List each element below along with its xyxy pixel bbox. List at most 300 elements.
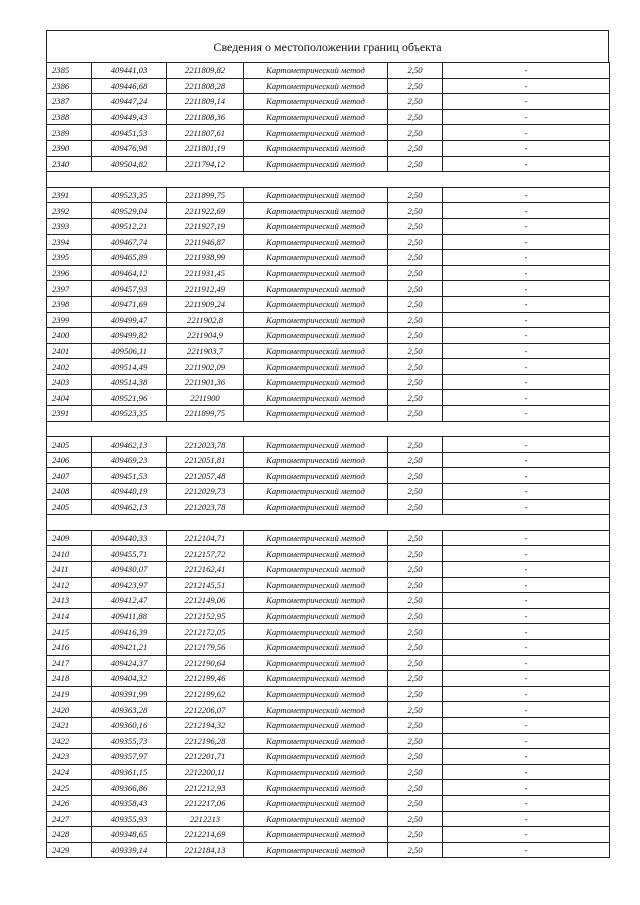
accuracy-cell: 2,50 [388,842,443,858]
x-coordinate-cell: 409476,98 [92,140,167,156]
method-cell: Картометрический метод [244,109,388,125]
table-row [47,639,610,655]
point-number-cell: 2420 [47,702,92,718]
document-sheet [46,30,609,858]
x-coordinate-cell: 409529,04 [92,203,167,219]
table-row [47,546,610,562]
x-coordinate-cell: 409411,88 [92,608,167,624]
method-cell: Картометрический метод [244,63,388,79]
y-coordinate-cell: 2212200,11 [167,764,244,780]
y-coordinate-cell: 2212214,69 [167,827,244,843]
accuracy-cell: 2,50 [388,686,443,702]
method-cell: Картометрический метод [244,343,388,359]
description-cell: - [443,733,610,749]
y-coordinate-cell: 2212172,05 [167,624,244,640]
y-coordinate-cell: 2211922,69 [167,203,244,219]
y-coordinate-cell: 2212104,71 [167,530,244,546]
accuracy-cell: 2,50 [388,655,443,671]
accuracy-cell: 2,50 [388,187,443,203]
method-cell: Картометрический метод [244,624,388,640]
point-number-cell: 2394 [47,234,92,250]
y-coordinate-cell: 2212051,81 [167,452,244,468]
empty-cell [92,172,167,188]
method-cell: Картометрический метод [244,795,388,811]
table-row [47,203,610,219]
y-coordinate-cell: 2212201,71 [167,749,244,765]
table-row [47,827,610,843]
accuracy-cell: 2,50 [388,702,443,718]
x-coordinate-cell: 409451,53 [92,125,167,141]
accuracy-cell: 2,50 [388,811,443,827]
description-cell: - [443,406,610,422]
x-coordinate-cell: 409465,89 [92,250,167,266]
description-cell: - [443,795,610,811]
table-row [47,468,610,484]
table-row [47,717,610,733]
empty-cell [388,515,443,531]
point-number-cell: 2405 [47,437,92,453]
x-coordinate-cell: 409514,38 [92,374,167,390]
description-cell: - [443,125,610,141]
x-coordinate-cell: 409358,43 [92,795,167,811]
table-row [47,655,610,671]
table-row [47,265,610,281]
table-row [47,562,610,578]
x-coordinate-cell: 409357,97 [92,749,167,765]
empty-cell [92,421,167,437]
description-cell: - [443,156,610,172]
point-number-cell: 2422 [47,733,92,749]
table-row [47,530,610,546]
y-coordinate-cell: 2212184,13 [167,842,244,858]
description-cell: - [443,78,610,94]
description-cell: - [443,530,610,546]
accuracy-cell: 2,50 [388,593,443,609]
point-number-cell: 2389 [47,125,92,141]
table-row [47,281,610,297]
table-row [47,63,610,79]
point-number-cell: 2397 [47,281,92,297]
point-number-cell: 2421 [47,717,92,733]
x-coordinate-cell: 409523,35 [92,406,167,422]
description-cell: - [443,671,610,687]
x-coordinate-cell: 409446,68 [92,78,167,94]
y-coordinate-cell: 2212199,46 [167,671,244,687]
point-number-cell: 2408 [47,484,92,500]
accuracy-cell: 2,50 [388,406,443,422]
table-row [47,842,610,858]
table-row [47,780,610,796]
table-row [47,437,610,453]
y-coordinate-cell: 2211902,8 [167,312,244,328]
point-number-cell: 2426 [47,795,92,811]
description-cell: - [443,827,610,843]
y-coordinate-cell: 2211903,7 [167,343,244,359]
method-cell: Картометрический метод [244,764,388,780]
table-row [47,702,610,718]
description-cell: - [443,63,610,79]
point-number-cell: 2407 [47,468,92,484]
point-number-cell: 2405 [47,499,92,515]
y-coordinate-cell: 2211808,28 [167,78,244,94]
accuracy-cell: 2,50 [388,795,443,811]
description-cell: - [443,452,610,468]
method-cell: Картометрический метод [244,437,388,453]
point-number-cell: 2403 [47,374,92,390]
method-cell: Картометрический метод [244,639,388,655]
x-coordinate-cell: 409355,93 [92,811,167,827]
y-coordinate-cell: 2212213 [167,811,244,827]
accuracy-cell: 2,50 [388,577,443,593]
y-coordinate-cell: 2211902,09 [167,359,244,375]
empty-cell [443,421,610,437]
table-row [47,328,610,344]
point-number-cell: 2424 [47,764,92,780]
y-coordinate-cell: 2212179,56 [167,639,244,655]
accuracy-cell: 2,50 [388,733,443,749]
accuracy-cell: 2,50 [388,390,443,406]
x-coordinate-cell: 409467,74 [92,234,167,250]
x-coordinate-cell: 409457,93 [92,281,167,297]
point-number-cell: 2395 [47,250,92,266]
y-coordinate-cell: 2212145,51 [167,577,244,593]
accuracy-cell: 2,50 [388,203,443,219]
point-number-cell: 2427 [47,811,92,827]
x-coordinate-cell: 409339,14 [92,842,167,858]
accuracy-cell: 2,50 [388,281,443,297]
x-coordinate-cell: 409504,82 [92,156,167,172]
accuracy-cell: 2,50 [388,78,443,94]
accuracy-cell: 2,50 [388,63,443,79]
x-coordinate-cell: 409441,03 [92,63,167,79]
method-cell: Картометрический метод [244,608,388,624]
description-cell: - [443,343,610,359]
y-coordinate-cell: 2212023,78 [167,499,244,515]
table-row [47,686,610,702]
table-row [47,733,610,749]
point-number-cell: 2391 [47,406,92,422]
accuracy-cell: 2,50 [388,109,443,125]
accuracy-cell: 2,50 [388,312,443,328]
y-coordinate-cell: 2211900 [167,390,244,406]
x-coordinate-cell: 409499,47 [92,312,167,328]
empty-cell [167,421,244,437]
x-coordinate-cell: 409440,33 [92,530,167,546]
point-number-cell: 2398 [47,296,92,312]
y-coordinate-cell: 2211904,9 [167,328,244,344]
method-cell: Картометрический метод [244,499,388,515]
accuracy-cell: 2,50 [388,562,443,578]
y-coordinate-cell: 2211801,19 [167,140,244,156]
y-coordinate-cell: 2212199,62 [167,686,244,702]
y-coordinate-cell: 2211808,36 [167,109,244,125]
x-coordinate-cell: 409512,21 [92,218,167,234]
point-number-cell: 2423 [47,749,92,765]
table-row [47,499,610,515]
method-cell: Картометрический метод [244,749,388,765]
x-coordinate-cell: 409464,12 [92,265,167,281]
x-coordinate-cell: 409469,23 [92,452,167,468]
x-coordinate-cell: 409412,47 [92,593,167,609]
y-coordinate-cell: 2212162,41 [167,562,244,578]
description-cell: - [443,109,610,125]
accuracy-cell: 2,50 [388,639,443,655]
group-separator-row [47,172,610,188]
point-number-cell: 2400 [47,328,92,344]
accuracy-cell: 2,50 [388,359,443,375]
table-row [47,250,610,266]
x-coordinate-cell: 409430,07 [92,562,167,578]
description-cell: - [443,468,610,484]
y-coordinate-cell: 2212057,48 [167,468,244,484]
method-cell: Картометрический метод [244,203,388,219]
description-cell: - [443,577,610,593]
description-cell: - [443,624,610,640]
table-row [47,811,610,827]
group-separator-row [47,515,610,531]
method-cell: Картометрический метод [244,468,388,484]
method-cell: Картометрический метод [244,265,388,281]
point-number-cell: 2385 [47,63,92,79]
description-cell: - [443,749,610,765]
x-coordinate-cell: 409366,86 [92,780,167,796]
method-cell: Картометрический метод [244,218,388,234]
point-number-cell: 2391 [47,187,92,203]
point-number-cell: 2415 [47,624,92,640]
x-coordinate-cell: 409391,99 [92,686,167,702]
point-number-cell: 2404 [47,390,92,406]
point-number-cell: 2388 [47,109,92,125]
table-row [47,593,610,609]
y-coordinate-cell: 2211909,24 [167,296,244,312]
y-coordinate-cell: 2211901,36 [167,374,244,390]
method-cell: Картометрический метод [244,452,388,468]
y-coordinate-cell: 2212152,95 [167,608,244,624]
y-coordinate-cell: 2211938,99 [167,250,244,266]
x-coordinate-cell: 409348,65 [92,827,167,843]
point-number-cell: 2396 [47,265,92,281]
y-coordinate-cell: 2212217,06 [167,795,244,811]
x-coordinate-cell: 409361,15 [92,764,167,780]
empty-cell [388,172,443,188]
description-cell: - [443,842,610,858]
description-cell: - [443,562,610,578]
point-number-cell: 2428 [47,827,92,843]
x-coordinate-cell: 409462,13 [92,499,167,515]
method-cell: Картометрический метод [244,140,388,156]
x-coordinate-cell: 409462,13 [92,437,167,453]
accuracy-cell: 2,50 [388,156,443,172]
method-cell: Картометрический метод [244,374,388,390]
y-coordinate-cell: 2211912,49 [167,281,244,297]
method-cell: Картометрический метод [244,593,388,609]
accuracy-cell: 2,50 [388,484,443,500]
accuracy-cell: 2,50 [388,530,443,546]
method-cell: Картометрический метод [244,359,388,375]
x-coordinate-cell: 409363,28 [92,702,167,718]
x-coordinate-cell: 409360,16 [92,717,167,733]
accuracy-cell: 2,50 [388,140,443,156]
description-cell: - [443,484,610,500]
empty-cell [244,421,388,437]
method-cell: Картометрический метод [244,655,388,671]
empty-cell [244,172,388,188]
method-cell: Картометрический метод [244,406,388,422]
point-number-cell: 2393 [47,218,92,234]
y-coordinate-cell: 2211807,61 [167,125,244,141]
method-cell: Картометрический метод [244,94,388,110]
y-coordinate-cell: 2211794,12 [167,156,244,172]
table-row [47,343,610,359]
method-cell: Картометрический метод [244,562,388,578]
table-row [47,109,610,125]
method-cell: Картометрический метод [244,827,388,843]
table-row [47,406,610,422]
y-coordinate-cell: 2211899,75 [167,406,244,422]
x-coordinate-cell: 409421,21 [92,639,167,655]
accuracy-cell: 2,50 [388,296,443,312]
point-number-cell: 2418 [47,671,92,687]
description-cell: - [443,593,610,609]
point-number-cell: 2425 [47,780,92,796]
description-cell: - [443,655,610,671]
description-cell: - [443,296,610,312]
point-number-cell: 2340 [47,156,92,172]
accuracy-cell: 2,50 [388,374,443,390]
x-coordinate-cell: 409416,39 [92,624,167,640]
accuracy-cell: 2,50 [388,671,443,687]
y-coordinate-cell: 2212206,07 [167,702,244,718]
method-cell: Картометрический метод [244,484,388,500]
x-coordinate-cell: 409449,43 [92,109,167,125]
description-cell: - [443,390,610,406]
accuracy-cell: 2,50 [388,764,443,780]
y-coordinate-cell: 2212194,32 [167,717,244,733]
point-number-cell: 2402 [47,359,92,375]
description-cell: - [443,203,610,219]
table-row [47,234,610,250]
description-cell: - [443,764,610,780]
method-cell: Картометрический метод [244,546,388,562]
method-cell: Картометрический метод [244,187,388,203]
table-row [47,359,610,375]
point-number-cell: 2390 [47,140,92,156]
description-cell: - [443,312,610,328]
y-coordinate-cell: 2212157,72 [167,546,244,562]
accuracy-cell: 2,50 [388,452,443,468]
x-coordinate-cell: 409440,19 [92,484,167,500]
point-number-cell: 2410 [47,546,92,562]
y-coordinate-cell: 2212023,78 [167,437,244,453]
description-cell: - [443,328,610,344]
method-cell: Картометрический метод [244,125,388,141]
x-coordinate-cell: 409404,32 [92,671,167,687]
accuracy-cell: 2,50 [388,265,443,281]
boundary-table [46,62,610,858]
point-number-cell: 2392 [47,203,92,219]
method-cell: Картометрический метод [244,328,388,344]
method-cell: Картометрический метод [244,296,388,312]
accuracy-cell: 2,50 [388,624,443,640]
table-row [47,795,610,811]
table-title: Сведения о местоположении границ объекта [46,30,609,62]
accuracy-cell: 2,50 [388,94,443,110]
x-coordinate-cell: 409471,69 [92,296,167,312]
accuracy-cell: 2,50 [388,717,443,733]
description-cell: - [443,717,610,733]
method-cell: Картометрический метод [244,78,388,94]
description-cell: - [443,811,610,827]
x-coordinate-cell: 409506,11 [92,343,167,359]
y-coordinate-cell: 2211927,19 [167,218,244,234]
accuracy-cell: 2,50 [388,499,443,515]
method-cell: Картометрический метод [244,842,388,858]
table-row [47,94,610,110]
y-coordinate-cell: 2212149,06 [167,593,244,609]
point-number-cell: 2411 [47,562,92,578]
empty-cell [167,515,244,531]
accuracy-cell: 2,50 [388,437,443,453]
table-row [47,484,610,500]
description-cell: - [443,140,610,156]
x-coordinate-cell: 409424,37 [92,655,167,671]
table-row [47,608,610,624]
accuracy-cell: 2,50 [388,608,443,624]
table-row [47,764,610,780]
point-number-cell: 2386 [47,78,92,94]
y-coordinate-cell: 2211809,14 [167,94,244,110]
table-row [47,296,610,312]
accuracy-cell: 2,50 [388,468,443,484]
description-cell: - [443,686,610,702]
x-coordinate-cell: 409447,24 [92,94,167,110]
description-cell: - [443,187,610,203]
group-separator-row [47,421,610,437]
description-cell: - [443,250,610,266]
empty-cell [443,515,610,531]
x-coordinate-cell: 409423,97 [92,577,167,593]
point-number-cell: 2417 [47,655,92,671]
y-coordinate-cell: 2212190,64 [167,655,244,671]
y-coordinate-cell: 2211946,87 [167,234,244,250]
method-cell: Картометрический метод [244,780,388,796]
table-row [47,749,610,765]
y-coordinate-cell: 2211931,45 [167,265,244,281]
description-cell: - [443,94,610,110]
method-cell: Картометрический метод [244,577,388,593]
accuracy-cell: 2,50 [388,218,443,234]
point-number-cell: 2413 [47,593,92,609]
point-number-cell: 2401 [47,343,92,359]
description-cell: - [443,608,610,624]
y-coordinate-cell: 2212212,93 [167,780,244,796]
empty-cell [244,515,388,531]
table-row [47,390,610,406]
y-coordinate-cell: 2211809,82 [167,63,244,79]
empty-cell [167,172,244,188]
accuracy-cell: 2,50 [388,749,443,765]
description-cell: - [443,639,610,655]
point-number-cell: 2419 [47,686,92,702]
table-row [47,78,610,94]
description-cell: - [443,437,610,453]
accuracy-cell: 2,50 [388,780,443,796]
table-row [47,624,610,640]
table-row [47,671,610,687]
table-row [47,374,610,390]
x-coordinate-cell: 409523,35 [92,187,167,203]
x-coordinate-cell: 409455,71 [92,546,167,562]
